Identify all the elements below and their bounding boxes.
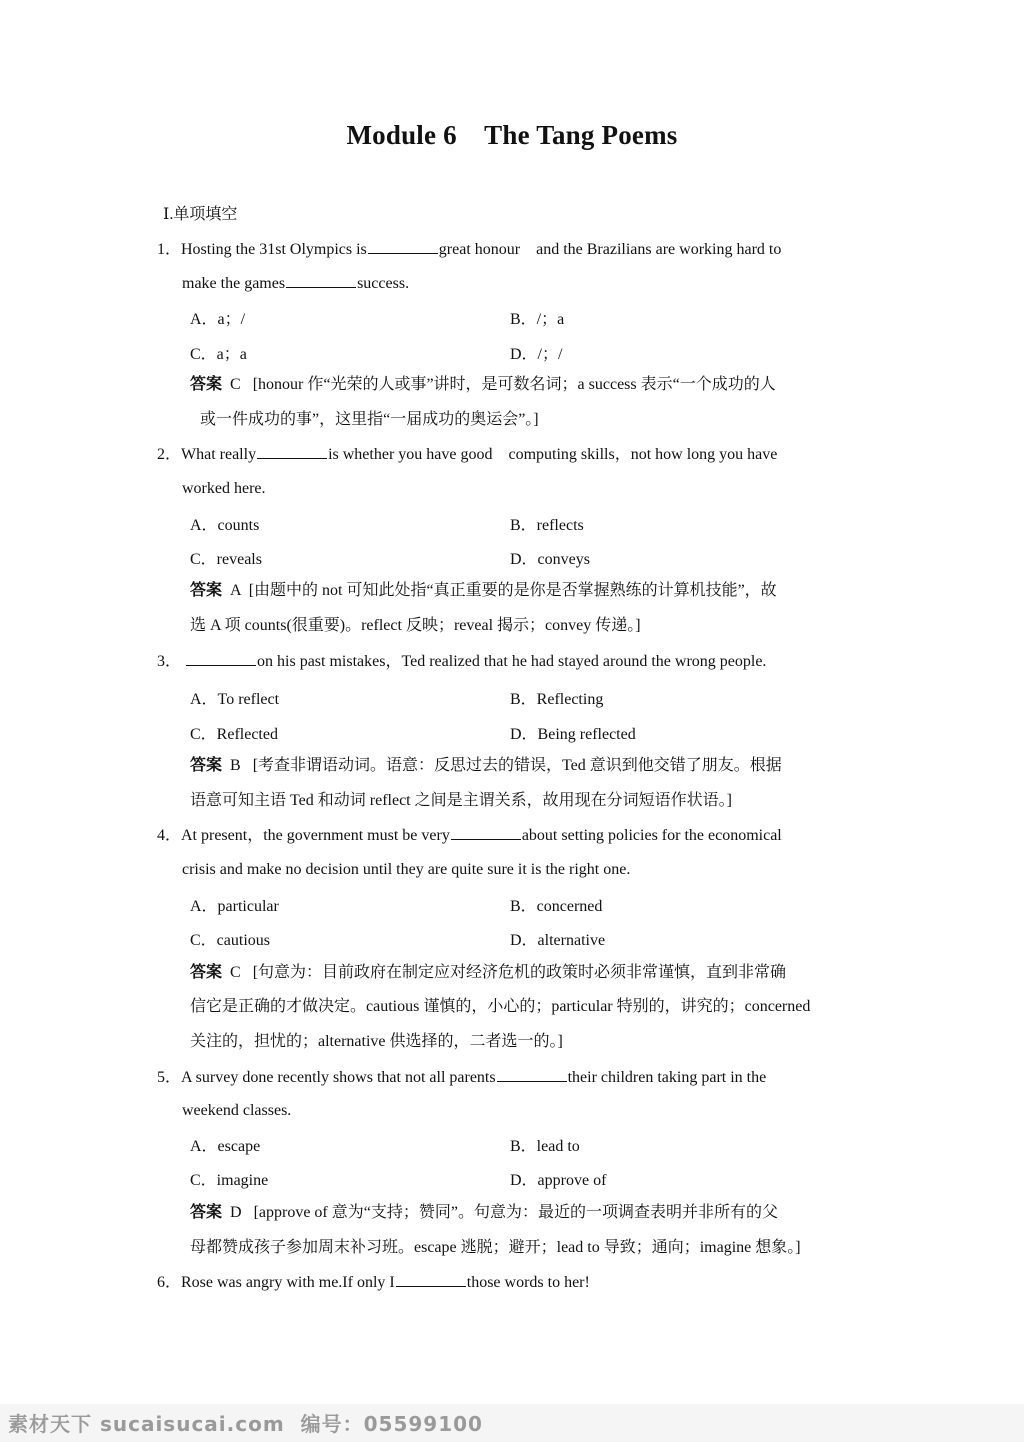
answer-text: D [approve of 意为“支持；赞同”。句意为：最近的一项调查表明并非所有的父 xyxy=(230,1204,778,1221)
option-c: C．Reflected xyxy=(190,726,278,743)
question-text: about setting policies for the economical xyxy=(521,827,782,844)
question-text: 3． xyxy=(157,653,182,670)
answer-3-line-1 xyxy=(190,755,782,777)
question-5-line-2: weekend classes. xyxy=(182,1102,292,1119)
question-3-line-1 xyxy=(157,651,766,673)
option-d: D．Being reflected xyxy=(510,726,636,743)
question-2-line-2: worked here. xyxy=(182,480,266,497)
option-d: D．conveys xyxy=(510,551,590,568)
option-b: B．/；a xyxy=(510,311,565,328)
watermark-text: 素材天下 sucaisucai.com 编号：05599100 xyxy=(8,1412,483,1436)
answer-blank xyxy=(286,273,356,288)
answer-4-line-3: 关注的，担忧的；alternative 供选择的，二者选一的。] xyxy=(190,1033,563,1050)
question-text: make the games xyxy=(182,275,286,292)
answer-5-line-2: 母都赞成孩子参加周末补习班。escape 逃脱；避开；lead to 导致；通向；imagine 想象。] xyxy=(190,1239,801,1256)
answer-label: 答案 xyxy=(190,1204,223,1221)
question-text: great honour and the Brazilians are working hard to xyxy=(438,241,782,258)
answer-label: 答案 xyxy=(190,757,223,774)
question-text: 6．Rose was angry with me.If only I xyxy=(157,1274,395,1291)
question-text: 5．A survey done recently shows that not all parents xyxy=(157,1069,496,1086)
answer-blank xyxy=(186,651,256,666)
option-a: A．To reflect xyxy=(190,691,280,708)
question-text: is whether you have good computing skills，not how long you have xyxy=(328,446,778,463)
option-b: B．lead to xyxy=(510,1138,580,1155)
answer-4-line-2: 信它是正确的才做决定。cautious 谨慎的，小心的；particular 特别的，讲究的；concerned xyxy=(190,998,811,1015)
question-1-line-2 xyxy=(182,273,409,295)
option-c: C．imagine xyxy=(190,1172,269,1189)
option-d: D．alternative xyxy=(510,932,606,949)
question-5-line-1 xyxy=(157,1067,766,1089)
answer-4-line-1 xyxy=(190,962,786,984)
answer-5-line-1 xyxy=(190,1202,778,1224)
answer-blank xyxy=(368,239,438,254)
answer-1-line-2: 或一件成功的事”，这里指“一届成功的奥运会”。] xyxy=(200,411,539,428)
question-text: 1．Hosting the 31st Olympics is xyxy=(157,241,367,258)
question-text: 4．At present，the government must be very xyxy=(157,827,450,844)
option-a: A．a；/ xyxy=(190,311,246,328)
question-text: their children taking part in the xyxy=(567,1069,767,1086)
answer-3-line-2: 语意可知主语 Ted 和动词 reflect 之间是主谓关系，故用现在分词短语作状语。] xyxy=(190,792,732,809)
answer-blank xyxy=(497,1067,567,1082)
answer-2-line-2: 选 A 项 counts(很重要)。reflect 反映；reveal 揭示；convey 传递。] xyxy=(190,617,641,634)
question-4-line-2: crisis and make no decision until they are quite sure it is the right one. xyxy=(182,861,631,878)
answer-label: 答案 xyxy=(190,964,223,981)
option-a: A．particular xyxy=(190,898,279,915)
option-b: B．reflects xyxy=(510,517,584,534)
question-2-line-1 xyxy=(157,444,777,466)
answer-text: C [honour 作“光荣的人或事”讲时，是可数名词；a success 表示“一个成功的人 xyxy=(230,376,776,393)
option-c: C．a；a xyxy=(190,346,247,363)
answer-blank xyxy=(451,825,521,840)
answer-blank xyxy=(396,1272,466,1287)
question-text: on his past mistakes，Ted realized that he had stayed around the wrong people. xyxy=(257,653,767,670)
answer-label: 答案 xyxy=(190,376,223,393)
option-a: A．counts xyxy=(190,517,260,534)
section-heading: Ⅰ.单项填空 xyxy=(163,206,238,223)
answer-1-line-1 xyxy=(190,374,776,396)
question-text: success. xyxy=(357,275,410,292)
option-d: D．approve of xyxy=(510,1172,607,1189)
question-6-line-1 xyxy=(157,1272,590,1294)
question-text: 2．What really xyxy=(157,446,257,463)
option-c: C．reveals xyxy=(190,551,262,568)
option-b: B．Reflecting xyxy=(510,691,604,708)
page-title: Module 6 The Tang Poems xyxy=(346,120,678,150)
question-1-line-1 xyxy=(157,239,781,261)
answer-text: A [由题中的 not 可知此处指“真正重要的是你是否掌握熟练的计算机技能”，故 xyxy=(230,582,777,599)
option-c: C．cautious xyxy=(190,932,270,949)
answer-text: C [句意为：目前政府在制定应对经济危机的政策时必须非常谨慎，直到非常确 xyxy=(230,964,787,981)
question-text: those words to her! xyxy=(466,1274,590,1291)
answer-label: 答案 xyxy=(190,582,223,599)
option-a: A．escape xyxy=(190,1138,261,1155)
answer-text: B [考查非谓语动词。语意：反思过去的错误，Ted 意识到他交错了朋友。根据 xyxy=(230,757,782,774)
answer-2-line-1 xyxy=(190,580,777,602)
answer-blank xyxy=(257,444,327,459)
option-d: D．/；/ xyxy=(510,346,563,363)
option-b: B．concerned xyxy=(510,898,603,915)
question-4-line-1 xyxy=(157,825,782,847)
